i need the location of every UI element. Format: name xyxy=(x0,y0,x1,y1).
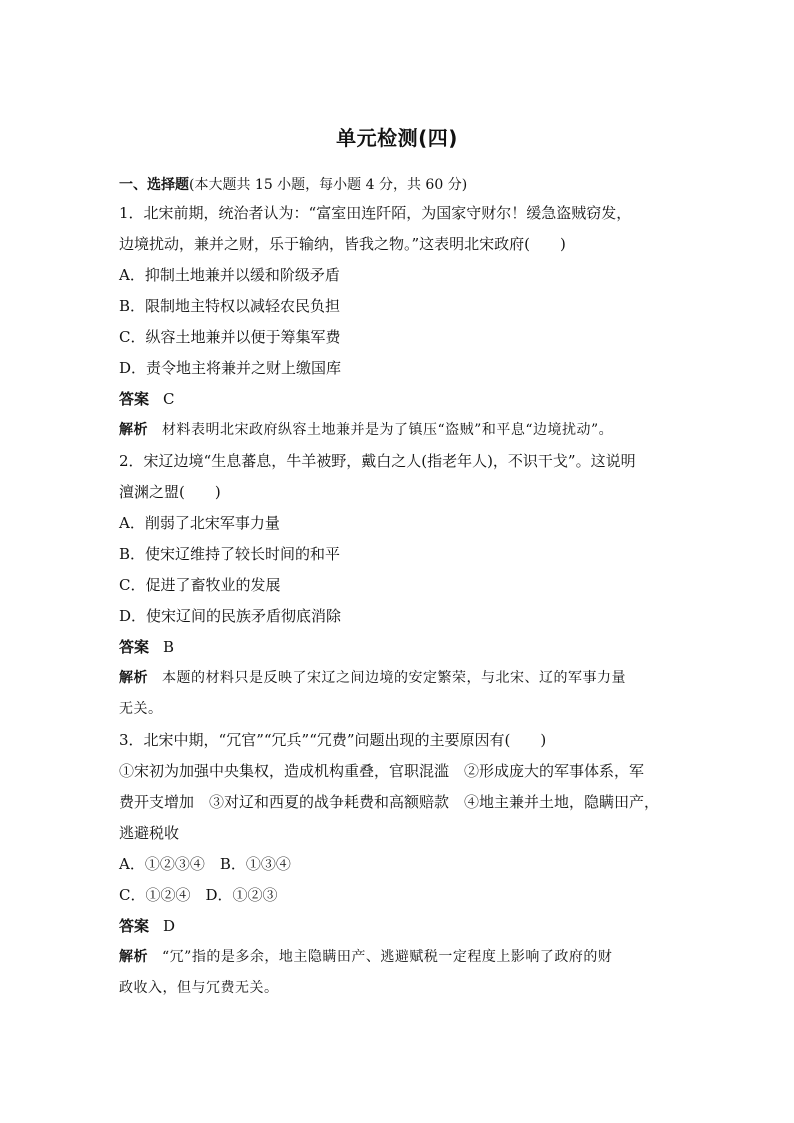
explanation-line: 无关。 xyxy=(119,701,163,717)
question-stem-line: 2．宋辽边境“生息蕃息，牛羊被野，戴白之人(指老年人)，不识干戈”。这说明 xyxy=(119,452,636,470)
option-d: D．使宋辽间的民族矛盾彻底消除 xyxy=(119,607,342,625)
answer-value: D xyxy=(163,917,176,935)
option-c: C．促进了畜牧业的发展 xyxy=(119,576,281,594)
answer-label: 答案 xyxy=(119,638,150,656)
option-a: A．削弱了北宋军事力量 xyxy=(119,514,280,532)
section-heading-label: 一、选择题 xyxy=(119,177,189,193)
question-1 xyxy=(119,198,679,446)
answer-label: 答案 xyxy=(119,390,150,408)
answer-line xyxy=(119,384,679,415)
question-2 xyxy=(119,446,679,725)
answer-value: B xyxy=(163,638,175,656)
explanation-text: 本题的材料只是反映了宋辽之间边境的安定繁荣，与北宋、辽的军事力量 xyxy=(162,670,626,686)
section-heading-note: (本大题共 15 小题，每小题 4 分，共 60 分) xyxy=(189,177,468,193)
question-stem-line: 逃避税收 xyxy=(119,824,180,842)
question-stem-line: ①宋初为加强中央集权，造成机构重叠，官职混滥 ②形成庞大的军事体系，军 xyxy=(119,762,645,780)
explanation-text: “冗”指的是多余，地主隐瞒田产、逃避赋税一定程度上影响了政府的财 xyxy=(162,949,613,965)
question-stem-line: 边境扰动，兼并之财，乐于输纳，皆我之物。”这表明北宋政府( ) xyxy=(119,235,566,253)
question-stem-line: 3．北宋中期，“冗官”“冗兵”“冗费”问题出现的主要原因有( ) xyxy=(119,731,547,749)
answer-line xyxy=(119,632,679,663)
question-stem-line: 1．北宋前期，统治者认为：“富室田连阡陌，为国家守财尔！缓急盗贼窃发， xyxy=(119,204,632,222)
explanation-text: 材料表明北宋政府纵容土地兼并是为了镇压“盗贼”和平息“边境扰动”。 xyxy=(162,422,614,438)
option-a: A．抑制土地兼并以缓和阶级矛盾 xyxy=(119,266,340,284)
question-3 xyxy=(119,725,679,1004)
option-c: C．纵容土地兼并以便于筹集军费 xyxy=(119,328,341,346)
explanation-label: 解析 xyxy=(119,949,148,965)
option-b: B．限制地主特权以减轻农民负担 xyxy=(119,297,341,315)
option-d: D．责令地主将兼并之财上缴国库 xyxy=(119,359,342,377)
answer-value: C xyxy=(163,390,175,408)
question-stem-line: 费开支增加 ③对辽和西夏的战争耗费和高额赔款 ④地主兼并土地，隐瞒田产， xyxy=(119,793,660,811)
explanation-line xyxy=(119,415,679,446)
page-title: 单元检测(四) xyxy=(336,126,458,150)
question-stem-line: 澶渊之盟( ) xyxy=(119,483,221,501)
document-body xyxy=(119,172,679,1004)
answer-label: 答案 xyxy=(119,917,150,935)
explanation-label: 解析 xyxy=(119,670,148,686)
answer-line xyxy=(119,911,679,942)
option-row: C．①②④ D．①②③ xyxy=(119,886,278,904)
explanation-line xyxy=(119,663,679,694)
explanation-label: 解析 xyxy=(119,422,148,438)
explanation-line xyxy=(119,942,679,973)
option-row: A．①②③④ B．①③④ xyxy=(119,855,291,873)
explanation-line: 政收入，但与冗费无关。 xyxy=(119,980,279,996)
option-b: B．使宋辽维持了较长时间的和平 xyxy=(119,545,341,563)
section-heading xyxy=(119,172,679,198)
